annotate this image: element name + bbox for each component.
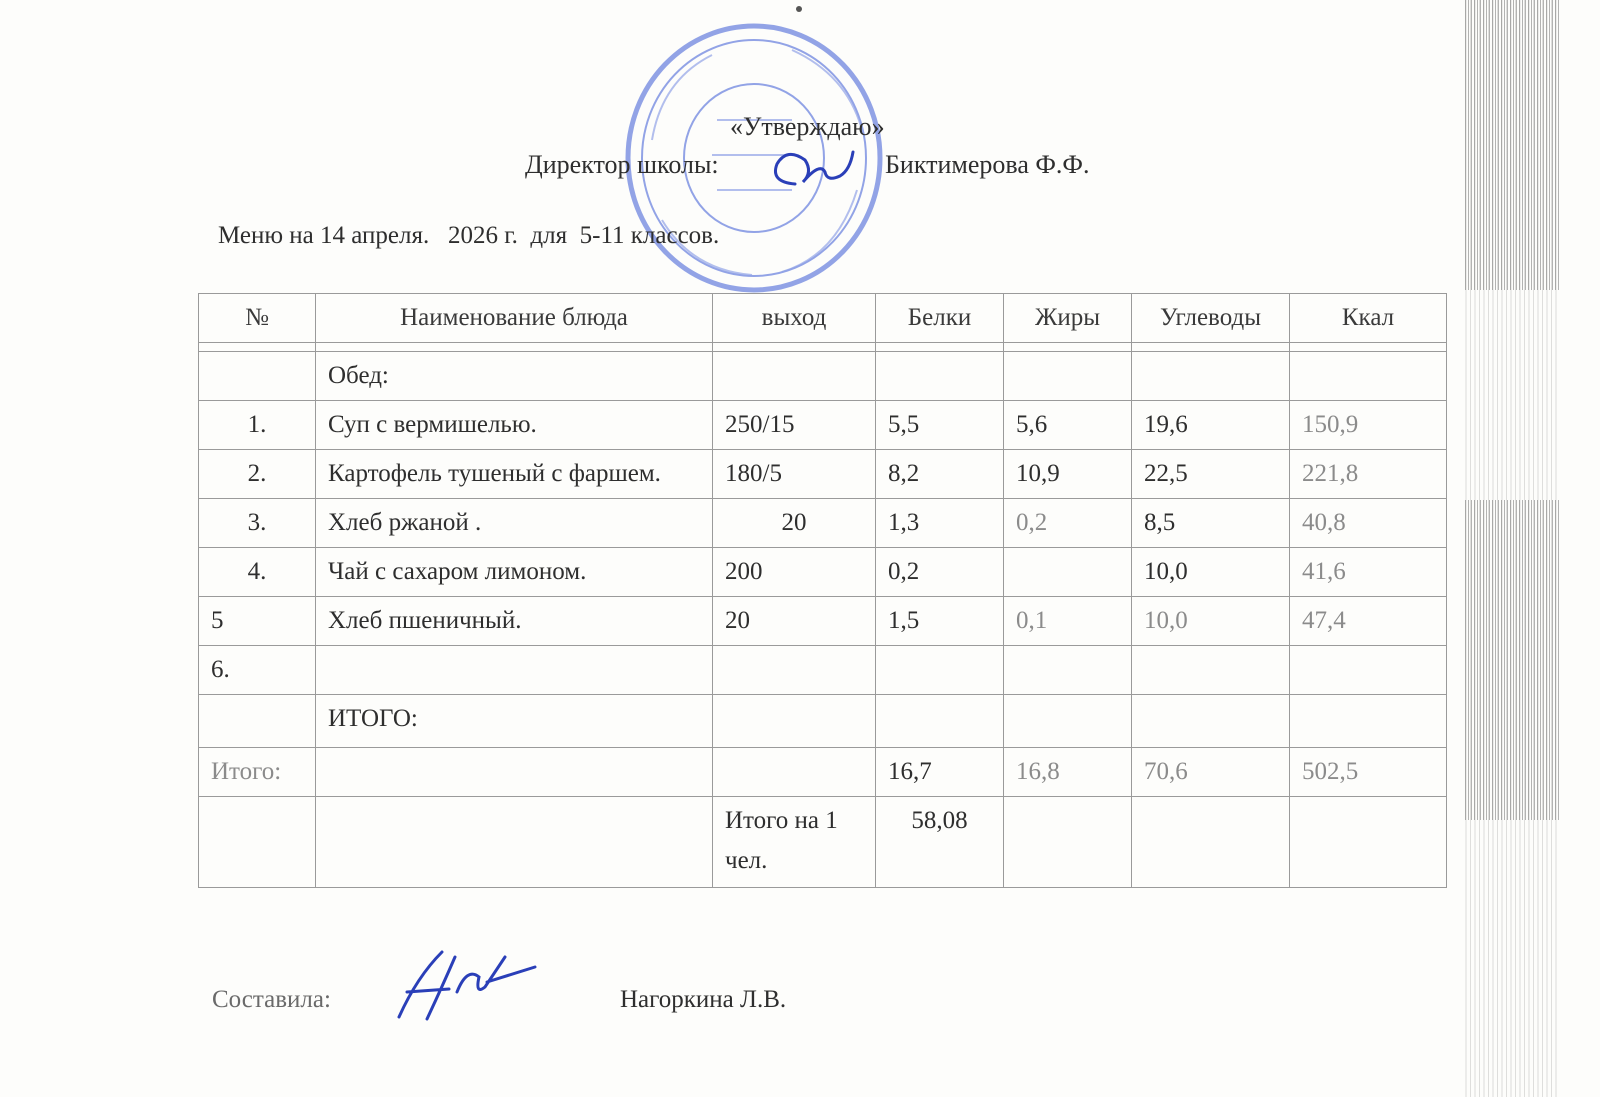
director-name: Биктимерова Ф.Ф. (885, 150, 1090, 179)
table-row-section (199, 352, 1447, 401)
row-output: 180/5 (713, 450, 876, 499)
row-protein: 0,2 (876, 548, 1004, 597)
row-fat: 10,9 (1004, 450, 1132, 499)
total-protein: 16,7 (876, 748, 1004, 797)
row-carbs: 8,5 (1132, 499, 1290, 548)
col-header-carbs: Углеводы (1132, 294, 1290, 343)
col-header-protein: Белки (876, 294, 1004, 343)
per-person-label: Итого на 1 чел. (713, 797, 876, 888)
row-fat (1004, 548, 1132, 597)
row-dish: Хлеб ржаной . (316, 499, 713, 548)
table-row-total (199, 748, 1447, 797)
row-protein: 1,3 (876, 499, 1004, 548)
row-dish: Суп с вермишелью. (316, 401, 713, 450)
director-line (525, 150, 1090, 180)
director-signature-icon (765, 142, 855, 192)
compiled-by-line (212, 982, 912, 1042)
row-carbs: 10,0 (1132, 548, 1290, 597)
row-fat: 0,2 (1004, 499, 1132, 548)
col-header-kcal: Ккал (1290, 294, 1447, 343)
col-header-name: Наименование блюда (316, 294, 713, 343)
row-kcal: 221,8 (1290, 450, 1447, 499)
section-label: Обед: (316, 352, 713, 401)
table-row (199, 646, 1447, 695)
table-header-row (199, 294, 1447, 343)
row-output: 250/15 (713, 401, 876, 450)
row-protein: 5,5 (876, 401, 1004, 450)
scan-band (1465, 0, 1560, 290)
scan-dot (796, 6, 802, 12)
scan-edge-artifact (1465, 0, 1560, 1097)
row-protein: 1,5 (876, 597, 1004, 646)
row-fat (1004, 646, 1132, 695)
row-output (713, 646, 876, 695)
row-protein (876, 646, 1004, 695)
total-fat: 16,8 (1004, 748, 1132, 797)
total-kcal: 502,5 (1290, 748, 1447, 797)
row-carbs: 10,0 (1132, 597, 1290, 646)
row-num: 1. (199, 401, 316, 450)
row-dish (316, 646, 713, 695)
row-dish: Хлеб пшеничный. (316, 597, 713, 646)
table-row-empty (199, 343, 1447, 352)
per-person-value: 58,08 (876, 797, 1004, 888)
row-num: 2. (199, 450, 316, 499)
menu-title: Меню на 14 апреля. 2026 г. для 5-11 классов. (218, 222, 720, 249)
director-label: Директор школы: (525, 150, 719, 179)
row-dish: Картофель тушеный с фаршем. (316, 450, 713, 499)
col-header-output: выход (713, 294, 876, 343)
table-row-itogo-caps (199, 695, 1447, 748)
total-label: Итого: (199, 748, 316, 797)
compiled-label: Составила: (212, 986, 331, 1013)
row-fat: 5,6 (1004, 401, 1132, 450)
row-carbs (1132, 646, 1290, 695)
table-row (199, 597, 1447, 646)
row-kcal: 47,4 (1290, 597, 1447, 646)
col-header-fat: Жиры (1004, 294, 1132, 343)
row-kcal: 40,8 (1290, 499, 1447, 548)
total-carbs: 70,6 (1132, 748, 1290, 797)
compiled-name: Нагоркина Л.В. (620, 986, 787, 1013)
row-num: 4. (199, 548, 316, 597)
row-carbs: 19,6 (1132, 401, 1290, 450)
row-output: 20 (713, 499, 876, 548)
approve-heading: «Утверждаю» (730, 112, 885, 141)
row-protein: 8,2 (876, 450, 1004, 499)
menu-table (198, 293, 1447, 888)
scan-band (1465, 500, 1560, 820)
table-row (199, 499, 1447, 548)
row-kcal: 41,6 (1290, 548, 1447, 597)
row-carbs: 22,5 (1132, 450, 1290, 499)
compiler-signature-icon (387, 937, 537, 1027)
itogo-caps-label: ИТОГО: (316, 695, 713, 748)
table-row-per-person (199, 797, 1447, 888)
row-fat: 0,1 (1004, 597, 1132, 646)
table-row (199, 450, 1447, 499)
col-header-num: № (199, 294, 316, 343)
row-dish: Чай с сахаром лимоном. (316, 548, 713, 597)
table-row (199, 548, 1447, 597)
row-num: 3. (199, 499, 316, 548)
row-kcal: 150,9 (1290, 401, 1447, 450)
row-num: 6. (199, 646, 316, 695)
row-num: 5 (199, 597, 316, 646)
row-kcal (1290, 646, 1447, 695)
row-output: 200 (713, 548, 876, 597)
row-output: 20 (713, 597, 876, 646)
table-row (199, 401, 1447, 450)
